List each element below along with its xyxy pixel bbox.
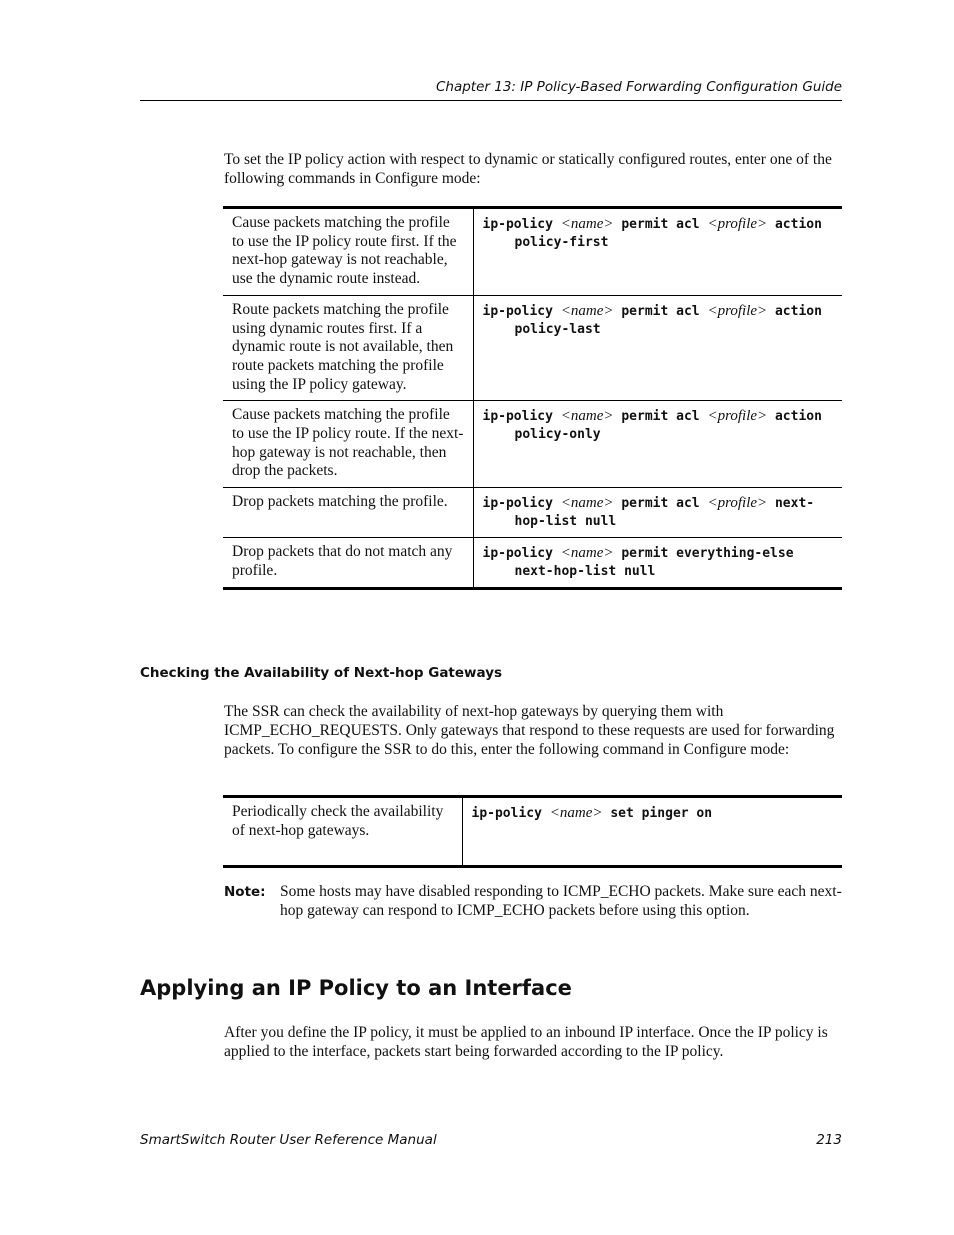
running-footer xyxy=(140,1132,842,1148)
intro-paragraph: To set the IP policy action with respect to dynamic or statically configured routes, enter one of the following commands in Configure mode: xyxy=(224,151,832,187)
cmd-variable: <profile> xyxy=(707,216,768,232)
note-label: Note: xyxy=(224,884,266,900)
cmd-variable: <profile> xyxy=(707,495,768,512)
cmd-variable: <name> xyxy=(560,408,614,425)
cmd-keyword: ip-policy xyxy=(482,217,553,232)
row-description: Drop packets that do not match any profile. xyxy=(223,538,473,589)
cmd-keyword: ip-policy xyxy=(482,303,553,319)
row-description: Periodically check the availability of next-hop gateways. xyxy=(223,797,462,867)
cmd-variable: <name> xyxy=(560,302,614,319)
table-row xyxy=(223,208,842,296)
table-row xyxy=(223,401,842,488)
cmd-variable: <name> xyxy=(560,495,614,512)
row-command xyxy=(473,401,842,488)
row-command xyxy=(462,797,842,867)
cmd-keyword: ip-policy xyxy=(482,409,553,425)
cmd-keyword: ip-policy xyxy=(482,546,553,562)
cmd-keyword: action xyxy=(774,303,822,319)
cmd-variable: <profile> xyxy=(707,302,768,319)
policy-action-table xyxy=(223,206,842,590)
cmd-continuation: hop-list null xyxy=(514,514,617,530)
cmd-continuation: next-hop-list null xyxy=(514,564,656,580)
row-command xyxy=(473,488,842,538)
cmd-keyword: ip-policy xyxy=(471,806,542,821)
section-heading: Applying an IP Policy to an Interface xyxy=(140,976,572,1000)
cmd-keyword: permit acl xyxy=(621,217,700,232)
pinger-table xyxy=(223,795,842,868)
table-row xyxy=(223,797,842,867)
note-block xyxy=(224,882,842,920)
row-description: Route packets matching the profile using dynamic routes first. If a dynamic route is not available, then route packets matching the profile using the IP policy gateway. xyxy=(223,295,473,401)
cmd-keyword: next- xyxy=(774,496,815,512)
cmd-keyword: action xyxy=(774,409,822,425)
row-command xyxy=(473,208,842,296)
cmd-continuation: policy-last xyxy=(514,321,601,337)
table-row xyxy=(223,295,842,401)
cmd-variable: <name> xyxy=(549,805,603,821)
row-description: Cause packets matching the profile to use the IP policy route first. If the next-hop gateway is not reachable, use the dynamic route instead. xyxy=(223,208,473,296)
row-description: Drop packets matching the profile. xyxy=(223,488,473,538)
section-paragraph: After you define the IP policy, it must be applied to an inbound IP interface. Once the IP policy is applied to the interface, packets start being forwarded according to the IP policy. xyxy=(224,1024,828,1060)
cmd-keyword: permit acl xyxy=(621,496,700,512)
cmd-variable: <name> xyxy=(560,216,614,232)
running-header xyxy=(140,79,842,101)
cmd-keyword: action xyxy=(774,217,822,232)
cmd-continuation: policy-only xyxy=(514,427,601,443)
row-command xyxy=(473,538,842,589)
manual-title: SmartSwitch Router User Reference Manual xyxy=(140,1132,437,1148)
subsection-heading: Checking the Availability of Next-hop Gateways xyxy=(140,665,503,681)
cmd-keyword: ip-policy xyxy=(482,496,553,512)
page-number: 213 xyxy=(816,1132,842,1148)
cmd-keyword: permit acl xyxy=(621,303,700,319)
table-row xyxy=(223,488,842,538)
table-row xyxy=(223,538,842,589)
cmd-keyword: set pinger on xyxy=(610,806,713,821)
row-description: Cause packets matching the profile to use the IP policy route. If the next-hop gateway is not reachable, then drop the packets. xyxy=(223,401,473,488)
cmd-keyword: permit everything-else xyxy=(621,546,794,562)
cmd-continuation: policy-first xyxy=(514,235,609,250)
row-command xyxy=(473,295,842,401)
subsection-paragraph: The SSR can check the availability of next-hop gateways by querying them with ICMP_ECHO_REQUESTS. Only gateways that respond to these requests are used for forwarding packets. To configure the SSR to do this, enter the following command in Configure mode: xyxy=(224,703,835,758)
cmd-variable: <name> xyxy=(560,545,614,562)
cmd-keyword: permit acl xyxy=(621,409,700,425)
cmd-variable: <profile> xyxy=(707,408,768,425)
note-text: Some hosts may have disabled responding to ICMP_ECHO packets. Make sure each next-hop gateway can respond to ICMP_ECHO packets before using this option. xyxy=(280,883,842,919)
chapter-title: Chapter 13: IP Policy-Based Forwarding Configuration Guide xyxy=(435,79,842,95)
